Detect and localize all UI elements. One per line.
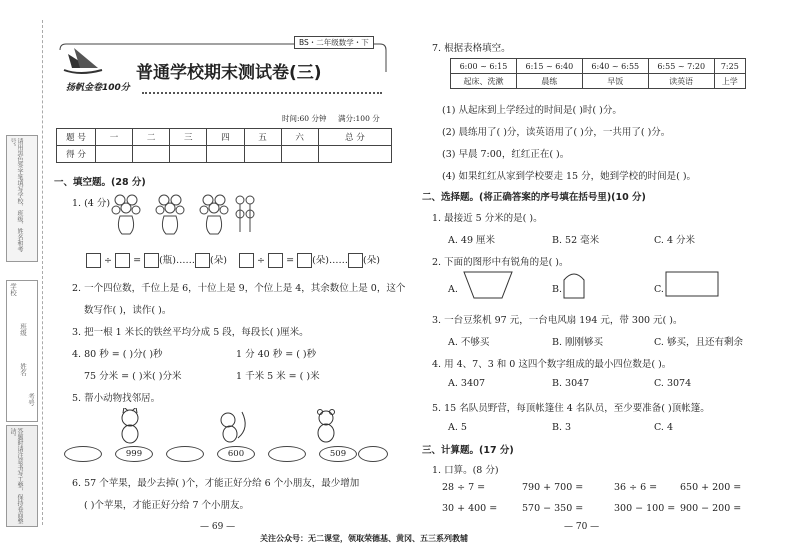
exam-header xyxy=(58,38,388,100)
score-cell[interactable] xyxy=(96,146,133,163)
schedule-activity-cell: 晨练 xyxy=(516,74,582,89)
sidebar-note-1: 请用黑色签字笔填写学校、班级、姓名和考号。 xyxy=(9,138,23,252)
grade-tag: BS・二年级数学・下 xyxy=(294,36,374,49)
rectangle-icon xyxy=(666,272,718,296)
answer-box[interactable] xyxy=(297,253,312,268)
section-2-heading: 二、选择题。(将正确答案的序号填在括号里)(10 分) xyxy=(422,192,646,203)
answer-oval[interactable] xyxy=(268,446,306,462)
question-1: 1. (4 分) xyxy=(72,198,111,209)
score-row-label: 得 分 xyxy=(57,146,96,163)
score-header-cell: 一 xyxy=(96,129,133,146)
cut-line xyxy=(42,20,43,525)
question-4-c: 75 分米 = ( )米( )分米 xyxy=(84,371,182,382)
choice-3-option: C. 够买，且还有剩余 xyxy=(654,337,743,348)
calc-item: 570 − 350 = xyxy=(522,503,584,514)
q1-div-sign: ÷ xyxy=(257,255,265,266)
score-info: 满分:100 分 xyxy=(338,114,380,123)
choice-2-option: B. xyxy=(552,284,563,295)
score-cell[interactable] xyxy=(207,146,244,163)
label-name: 姓名 xyxy=(19,363,27,376)
q1-equations xyxy=(86,252,380,268)
answer-box[interactable] xyxy=(144,253,159,268)
calc-item: 36 ÷ 6 = xyxy=(614,482,658,493)
score-table-score-row xyxy=(57,146,392,163)
question-6-line-1: 6. 57 个苹果，最少去掉( )个，才能正好分给 6 个小朋友，最少增加 xyxy=(72,478,360,489)
label-seat: 考号 xyxy=(27,393,35,406)
score-cell[interactable] xyxy=(318,146,391,163)
schedule-activity-cell: 起床、洗漱 xyxy=(451,74,517,89)
question-7-3: (3) 早晨 7:00，红红正在( )。 xyxy=(442,149,570,160)
bear-icon xyxy=(318,410,335,443)
schedule-activity-cell: 读英语 xyxy=(648,74,714,89)
score-cell[interactable] xyxy=(133,146,170,163)
squirrel-icon xyxy=(221,412,245,442)
answer-box[interactable] xyxy=(115,253,130,268)
number-oval: 999 xyxy=(115,446,153,462)
schedule-time-cell: 6:40 ~ 6:55 xyxy=(582,59,648,74)
question-4-a: 4. 80 秒 = ( )分( )秒 xyxy=(72,349,163,360)
question-5: 5. 帮小动物找邻居。 xyxy=(72,393,161,404)
number-oval: 509 xyxy=(319,446,357,462)
schedule-activity-cell: 上学 xyxy=(714,74,745,89)
calc-1: 1. 口算。(8 分) xyxy=(432,465,499,476)
choice-2-option: A. xyxy=(448,284,458,295)
q1-unit-bottle: (瓶)…… xyxy=(159,255,195,266)
section-1-heading: 一、填空题。(28 分) xyxy=(54,177,146,188)
brand-logo: 扬帆金卷100分 xyxy=(66,83,130,93)
q1-unit-flower: (朵) xyxy=(362,255,380,266)
vase-icon xyxy=(200,195,228,234)
student-info-box xyxy=(6,280,38,422)
sidebar-note-2: 答题时请注意书写工整，保持卷面整洁。 xyxy=(9,428,23,524)
choice-2-shapes xyxy=(462,268,722,302)
schedule-time-cell: 6:15 ~ 6:40 xyxy=(516,59,582,74)
score-header-cell: 总 分 xyxy=(318,129,391,146)
vase-icon xyxy=(112,195,140,234)
vase-icon xyxy=(156,195,184,234)
choice-2: 2. 下面的图形中有锐角的是( )。 xyxy=(432,257,569,268)
header-dots xyxy=(142,92,382,94)
schedule-activity-cell: 早饭 xyxy=(582,74,648,89)
schedule-time-cell: 7:25 xyxy=(714,59,745,74)
label-class: 班级 xyxy=(19,323,27,336)
answer-box[interactable] xyxy=(86,253,101,268)
choice-5-option: B. 3 xyxy=(552,422,572,433)
answer-box[interactable] xyxy=(195,253,210,268)
question-2-line-2: 数写作( )，读作( )。 xyxy=(84,305,172,316)
question-7-2: (2) 晨练用了( )分，读英语用了( )分，一共用了( )分。 xyxy=(442,127,671,138)
answer-box[interactable] xyxy=(268,253,283,268)
answer-oval[interactable] xyxy=(64,446,102,462)
calc-item: 28 ÷ 7 = xyxy=(442,482,486,493)
score-header-cell: 五 xyxy=(244,129,281,146)
label-school: 学校 xyxy=(9,283,17,296)
calc-item: 650 + 200 = xyxy=(680,482,742,493)
section-3-heading: 三、计算题。(17 分) xyxy=(422,445,514,456)
cat-icon xyxy=(122,408,138,443)
answer-box[interactable] xyxy=(239,253,254,268)
q1-unit-flower: (朵)…… xyxy=(312,255,348,266)
question-3: 3. 把一根 1 米长的铁丝平均分成 5 段，每段长( )厘米。 xyxy=(72,327,309,338)
schedule-time-cell: 6:00 ~ 6:15 xyxy=(451,59,517,74)
trapezoid-icon xyxy=(464,272,512,298)
footer-note: 关注公众号：无二课堂，领取荣德基、黄冈、五三系列教辅 xyxy=(260,534,468,543)
question-7: 7. 根据表格填空。 xyxy=(432,43,511,54)
calc-item: 300 − 100 = xyxy=(614,503,676,514)
q1-eq-sign: = xyxy=(286,255,295,266)
score-header-cell: 题 号 xyxy=(57,129,96,146)
flower-vases-illustration xyxy=(108,192,258,238)
choice-4-option: B. 3047 xyxy=(552,378,590,389)
choice-4-option: A. 3407 xyxy=(448,378,486,389)
page-title: 普通学校期末测试卷(三) xyxy=(136,63,322,83)
arch-shape-icon xyxy=(564,274,584,298)
score-header-cell: 三 xyxy=(170,129,207,146)
q1-div-sign: ÷ xyxy=(104,255,112,266)
choice-5-option: C. 4 xyxy=(654,422,674,433)
answer-oval[interactable] xyxy=(358,446,388,462)
question-7-4: (4) 如果红红从家到学校要走 15 分，她到学校的时间是( )。 xyxy=(442,171,697,182)
answer-oval[interactable] xyxy=(166,446,204,462)
schedule-table xyxy=(450,58,746,89)
q1-unit-flower: (朵) xyxy=(209,255,227,266)
score-table xyxy=(56,128,392,163)
calc-item: 30 + 400 = xyxy=(442,503,498,514)
choice-3: 3. 一台豆浆机 97 元，一台电风扇 194 元，带 300 元( )。 xyxy=(432,315,683,326)
answer-box[interactable] xyxy=(348,253,363,268)
animals-illustration xyxy=(112,408,352,444)
choice-5: 5. 15 名队员野营，每顶帐篷住 4 名队员，至少要准备( )顶帐篷。 xyxy=(432,403,710,414)
score-cell[interactable] xyxy=(281,146,318,163)
number-oval: 600 xyxy=(217,446,255,462)
question-6-line-2: ( )个苹果，才能正好分给 7 个小朋友。 xyxy=(84,500,250,511)
schedule-activity-row xyxy=(451,74,746,89)
schedule-time-cell: 6:55 ~ 7:20 xyxy=(648,59,714,74)
question-2-line-1: 2. 一个四位数，千位上是 6，十位上是 9，个位上是 4，其余数位上是 0，这个 xyxy=(72,283,406,294)
score-header-cell: 二 xyxy=(133,129,170,146)
choice-1: 1. 最接近 5 分米的是( )。 xyxy=(432,213,543,224)
question-4-b: 1 分 40 秒 = ( )秒 xyxy=(236,349,317,360)
binding-sidebar xyxy=(0,0,48,543)
page-number-right: — 70 — xyxy=(564,522,600,532)
page-number-left: — 69 — xyxy=(200,522,236,532)
score-header-cell: 六 xyxy=(281,129,318,146)
choice-4: 4. 用 4、7、3 和 0 这四个数字组成的最小四位数是( )。 xyxy=(432,359,672,370)
calc-item: 790 + 700 = xyxy=(522,482,584,493)
choice-4-option: C. 3074 xyxy=(654,378,692,389)
choice-1-option: C. 4 分米 xyxy=(654,235,696,246)
choice-3-option: B. 刚刚够买 xyxy=(552,337,604,348)
score-cell[interactable] xyxy=(170,146,207,163)
q1-eq-sign: = xyxy=(133,255,142,266)
choice-2-option: C. xyxy=(654,284,664,295)
score-table-header-row xyxy=(57,129,392,146)
choice-5-option: A. 5 xyxy=(448,422,467,433)
sidebar-note-box-2 xyxy=(6,425,38,527)
time-info: 时间:60 分钟 xyxy=(282,114,327,123)
question-7-1: (1) 从起床到上学经过的时间是( )时( )分。 xyxy=(442,105,622,116)
loose-flowers-icon xyxy=(236,196,254,232)
schedule-time-row xyxy=(451,59,746,74)
calc-item: 900 − 200 = xyxy=(680,503,742,514)
score-cell[interactable] xyxy=(244,146,281,163)
question-4-d: 1 千米 5 米 = ( )米 xyxy=(236,371,320,382)
choice-3-option: A. 不够买 xyxy=(448,337,490,348)
choice-1-option: B. 52 毫米 xyxy=(552,235,600,246)
score-header-cell: 四 xyxy=(207,129,244,146)
choice-1-option: A. 49 厘米 xyxy=(448,235,496,246)
sidebar-note-box xyxy=(6,135,38,262)
